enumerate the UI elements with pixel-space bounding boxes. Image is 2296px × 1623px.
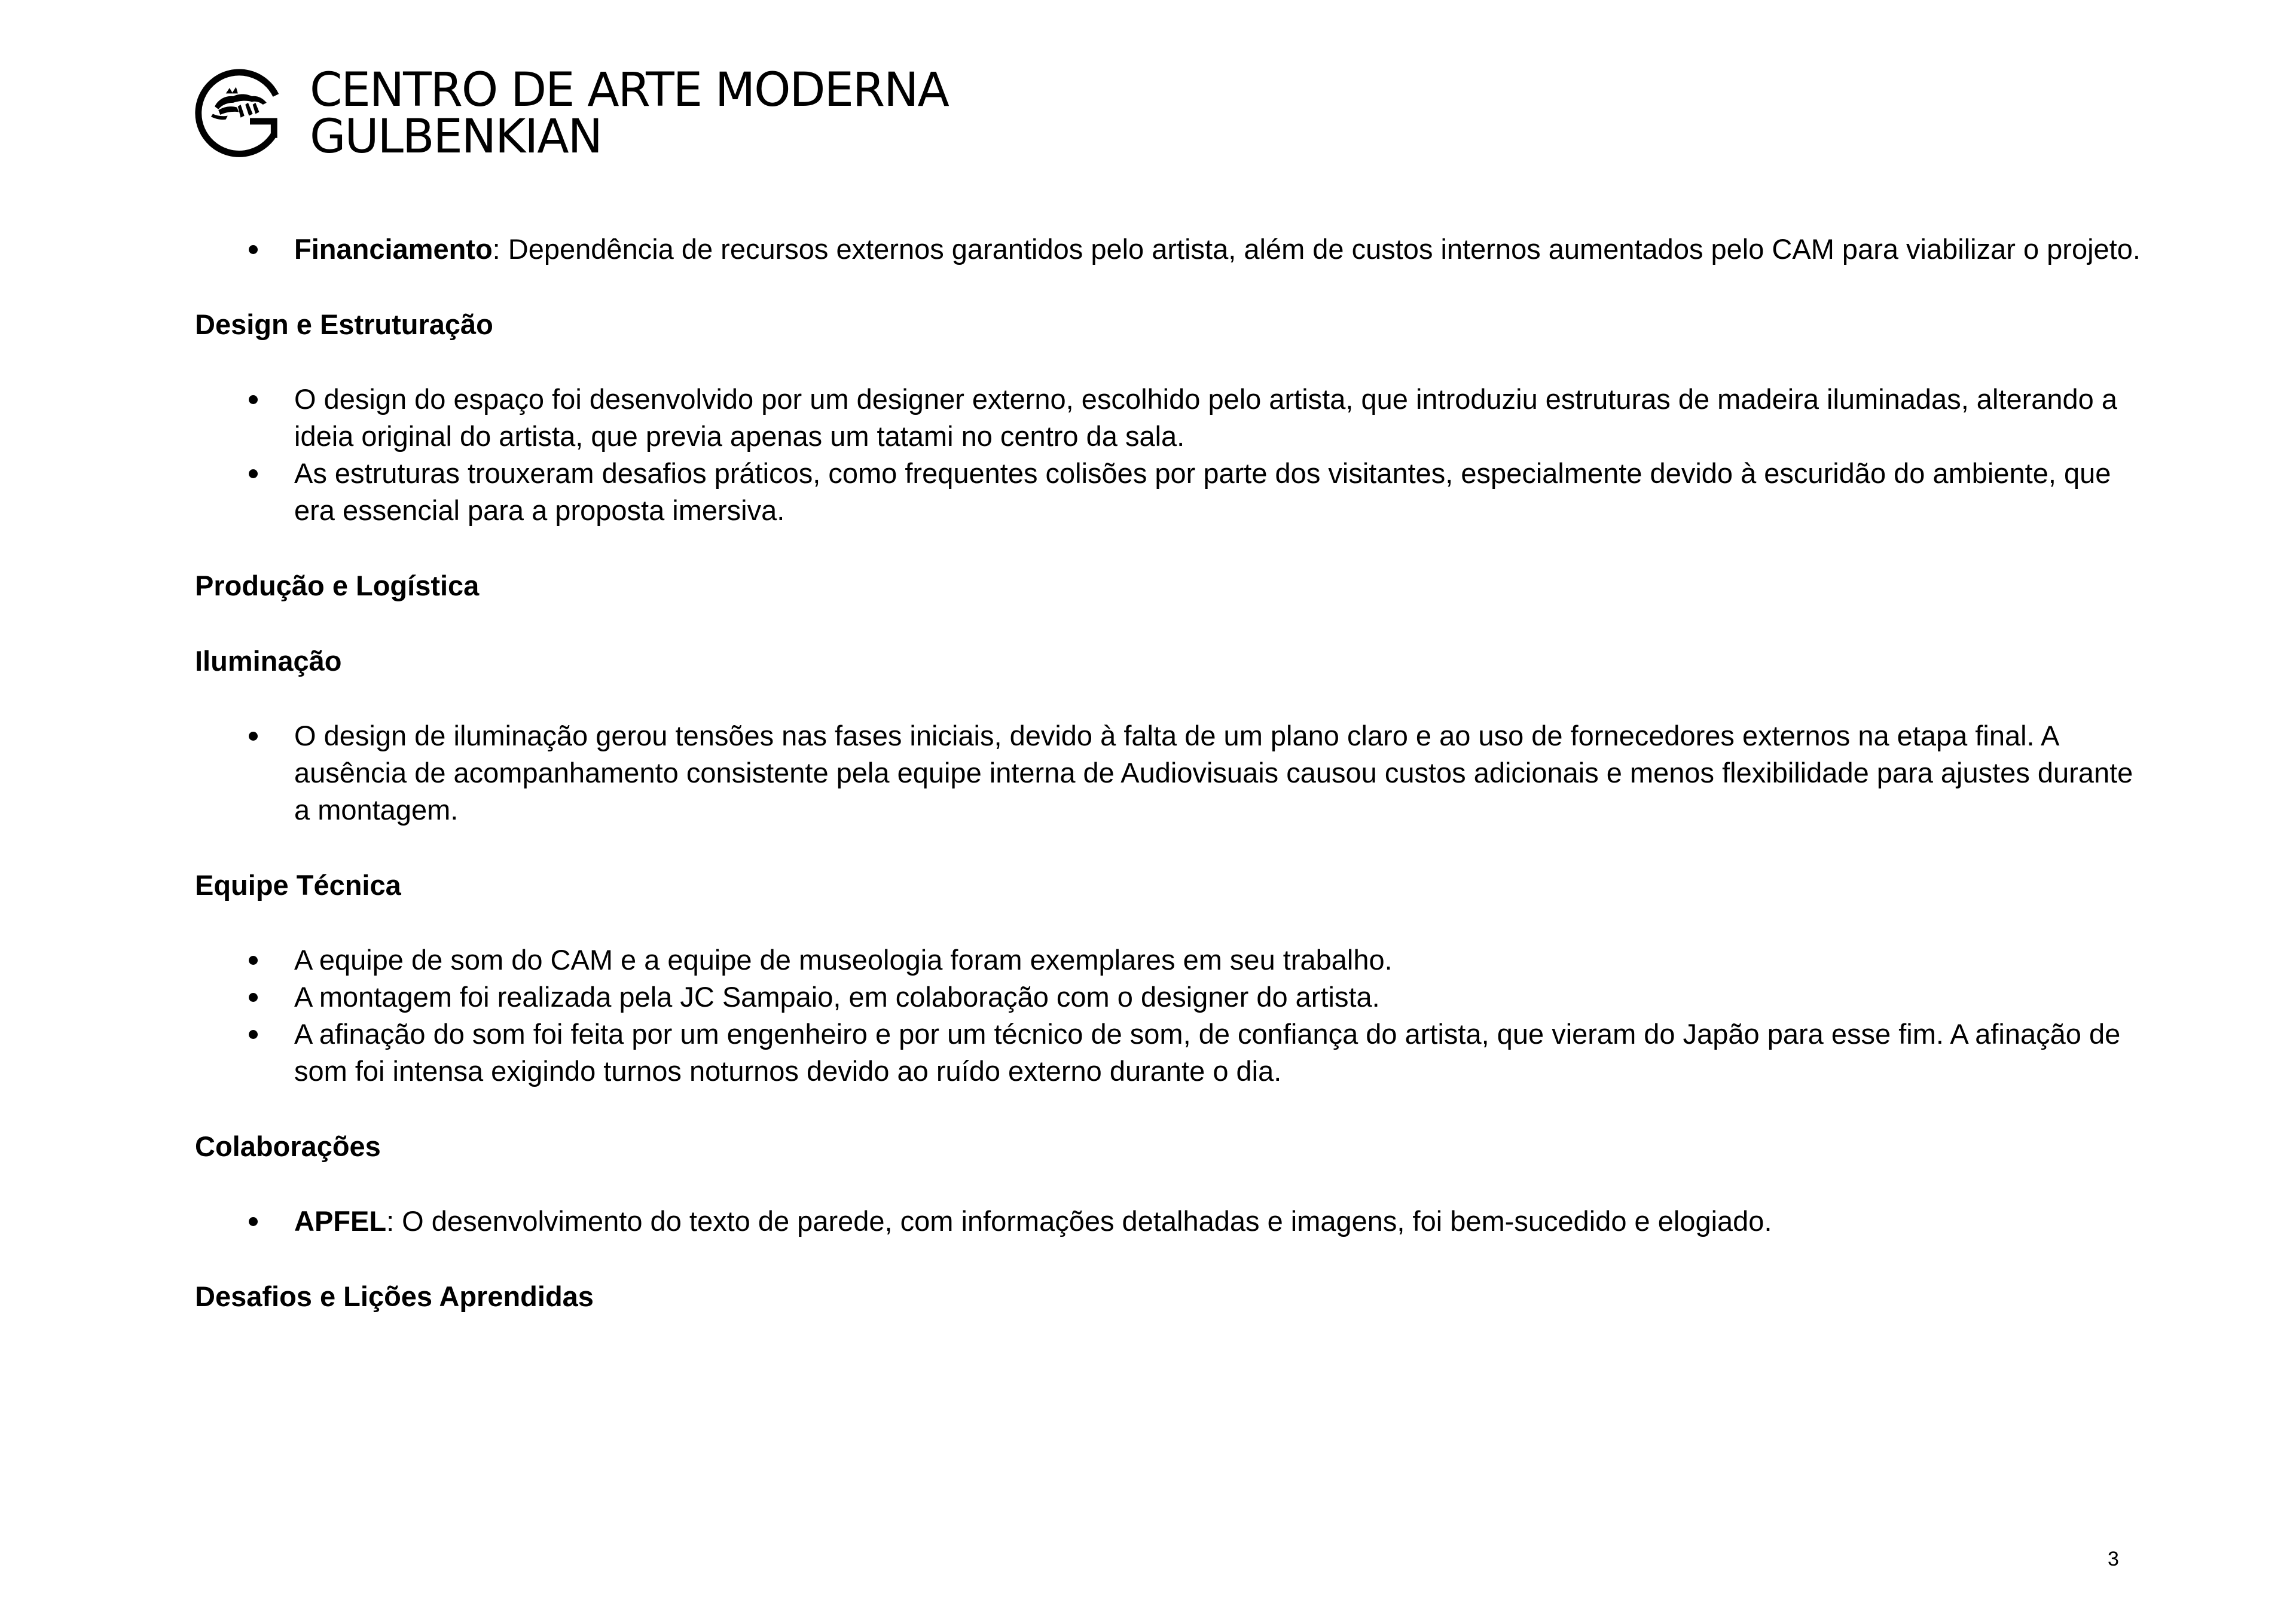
- gulbenkian-g-emblem-icon: [194, 68, 287, 160]
- section-heading-design: Design e Estruturação: [195, 308, 493, 340]
- document-body: [195, 231, 2144, 1315]
- bullet-term: APFEL: [294, 1205, 387, 1237]
- bullet-text: : O desenvolvimento do texto de parede, com informações detalhadas e imagens, foi bem-sucedido e elogiado.: [386, 1205, 1772, 1237]
- list-item: A montagem foi realizada pela JC Sampaio, em colaboração com o designer do artista.: [195, 979, 2144, 1016]
- list-item: O design do espaço foi desenvolvido por um designer externo, escolhido pelo artista, que introduziu estruturas de madeira iluminadas, alterando a ideia original do artista, que previa apenas um tatami no centro da sala.: [195, 381, 2144, 455]
- list-item: [195, 231, 2144, 268]
- list-item: O design de iluminação gerou tensões nas fases iniciais, devido à falta de um plano claro e ao uso de fornecedores externos na etapa final. A ausência de acompanhamento consistente pela equipe interna de Audiovisuais causou custos adicionais e menos flexibilidade para ajustes durante a montagem.: [195, 717, 2144, 829]
- institution-name: [310, 63, 948, 164]
- list-item: As estruturas trouxeram desafios práticos, como frequentes colisões por parte dos visitantes, especialmente devido à escuridão do ambiente, que era essencial para a proposta imersiva.: [195, 455, 2144, 529]
- page-number: 3: [2108, 1548, 2119, 1570]
- section-heading-equipe: Equipe Técnica: [195, 869, 401, 901]
- financing-list: [195, 231, 2144, 268]
- list-item: A equipe de som do CAM e a equipe de museologia foram exemplares em seu trabalho.: [195, 942, 2144, 979]
- bullet-term: Financiamento: [294, 233, 493, 265]
- bullet-text: : Dependência de recursos externos garantidos pelo artista, além de custos internos aumentados pelo CAM para viabilizar o projeto.: [492, 233, 2141, 265]
- iluminacao-list: [195, 717, 2144, 829]
- list-item: A afinação do som foi feita por um engenheiro e por um técnico de som, de confiança do artista, que vieram do Japão para esse fim. A afinação de som foi intensa exigindo turnos noturnos devido ao ruído externo durante o dia.: [195, 1016, 2144, 1090]
- gulbenkian-logo: [194, 63, 948, 164]
- logo-line-1: CENTRO DE ARTE MODERNA: [310, 63, 948, 117]
- section-heading-iluminacao: Iluminação: [195, 645, 342, 677]
- colaboracoes-list: [195, 1203, 2144, 1240]
- logo-line-2: GULBENKIAN: [310, 110, 602, 164]
- list-item: [195, 1203, 2144, 1240]
- section-heading-producao: Produção e Logística: [195, 570, 480, 601]
- design-list: [195, 381, 2144, 529]
- section-heading-colaboracoes: Colaborações: [195, 1130, 381, 1162]
- section-heading-desafios: Desafios e Lições Aprendidas: [195, 1280, 594, 1312]
- equipe-list: [195, 942, 2144, 1090]
